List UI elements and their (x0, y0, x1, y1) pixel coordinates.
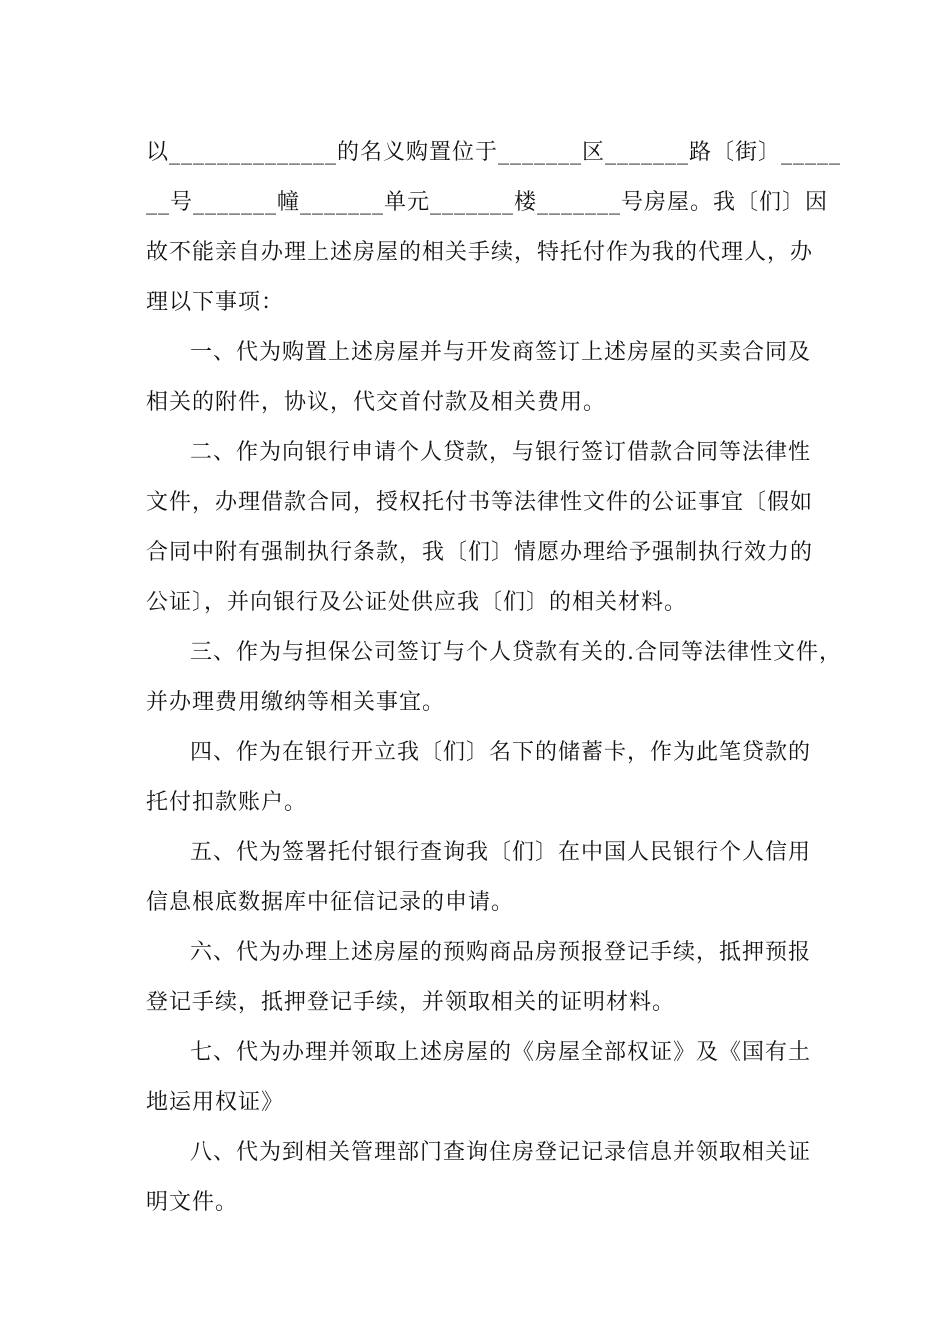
text-line: 以______________的名义购置位于_______区_______路〔街〕_____ (146, 140, 842, 165)
text-line: 三、作为与担保公司签订与个人贷款有关的.合同等法律性文件， (190, 640, 842, 665)
text-line: 合同中附有强制执行条款，我〔们〕情愿办理给予强制执行效力的 (146, 540, 814, 565)
text-line: 八、代为到相关管理部门查询住房登记记录信息并领取相关证 (190, 1140, 812, 1165)
text-line: 信息根底数据库中征信记录的申请。 (146, 890, 515, 915)
text-line: 六、代为办理上述房屋的预购商品房预报登记手续，抵押预报 (190, 940, 812, 965)
text-line: 地运用权证》 (146, 1090, 285, 1115)
text-line: 文件，办理借款合同，授权托付书等法律性文件的公证事宜〔假如 (146, 490, 814, 515)
text-line: 相关的附件，协议，代交首付款及相关费用。 (146, 390, 607, 415)
text-line: 并办理费用缴纳等相关事宜。 (146, 690, 446, 715)
text-line: 四、作为在银行开立我〔们〕名下的储蓄卡，作为此笔贷款的 (190, 740, 812, 765)
text-line: 七、代为办理并领取上述房屋的《房屋全部权证》及《国有土 (190, 1040, 812, 1065)
text-line: __号_______幢_______单元_______楼_______号房屋。我〔们〕因 (146, 190, 829, 215)
text-line: 五、代为签署托付银行查询我〔们〕在中国人民银行个人信用 (190, 840, 812, 865)
text-line: 登记手续，抵押登记手续，并领取相关的证明材料。 (146, 990, 676, 1015)
text-line: 明文件。 (146, 1190, 239, 1215)
text-line: 托付扣款账户。 (146, 790, 308, 815)
text-line: 一、代为购置上述房屋并与开发商签订上述房屋的买卖合同及 (190, 340, 812, 365)
text-line: 故不能亲自办理上述房屋的相关手续，特托付作为我的代理人，办 (146, 240, 814, 265)
text-line: 理以下事项： (146, 290, 285, 315)
text-line: 公证〕，并向银行及公证处供应我〔们〕的相关材料。 (146, 590, 688, 615)
text-line: 二、作为向银行申请个人贷款，与银行签订借款合同等法律性 (190, 440, 812, 465)
